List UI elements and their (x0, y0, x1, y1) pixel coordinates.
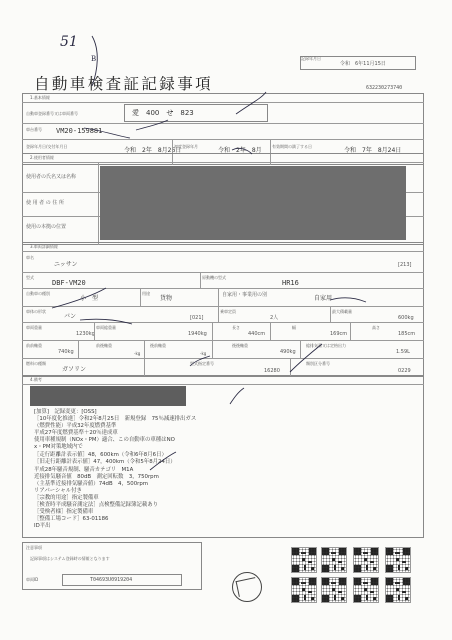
width-value: 169cm (330, 331, 348, 337)
document-number: 632230273740 (366, 85, 403, 91)
registration-number-label: 自動車登録番号又は車両番号 (26, 111, 78, 116)
height-value: 185cm (398, 331, 416, 337)
model-label: 型式 (26, 275, 34, 280)
record-date-value: 令和 6年11月15日 (340, 61, 386, 67)
width-label: 幅 (292, 325, 296, 330)
front-front-axle-value: 740kg (58, 349, 74, 355)
rear-front-axle-value: -kg (200, 351, 207, 356)
rear-rear-axle-label: 後後軸重 (232, 343, 248, 348)
vehicle-weight-label: 車両重量 (26, 325, 42, 330)
pen-stroke (232, 148, 252, 154)
remark-line: ［宗教的用途］指定製備車 (34, 495, 99, 501)
make-label: 車名 (26, 255, 34, 260)
registration-number-value: 愛 400 せ 823 (132, 109, 194, 117)
private-business-value: 自家用 (314, 295, 333, 302)
category-number-value: 0229 (398, 368, 411, 374)
qr-code-5 (292, 578, 316, 602)
max-load-value: 600kg (398, 315, 414, 321)
max-load-label: 最大積載量 (332, 309, 352, 314)
remark-line: ［10年度化推進］令和2年8月25日 新規登録 75％減速排出ガス (34, 416, 197, 422)
remark-line: （燃費性能）平成32年度燃費基準 (34, 423, 117, 429)
qr-code-6 (322, 578, 346, 602)
pen-stroke (190, 356, 210, 366)
basic-info-heading: 1.基本情報 (30, 95, 50, 100)
notice-heading: 注意事項 (26, 545, 42, 550)
height-label: 高さ (372, 325, 380, 330)
front-front-axle-label: 前前軸重 (26, 343, 42, 348)
fuel-type-value: ガソリン (62, 366, 87, 373)
category-number-label: 類別区分番号 (306, 361, 330, 366)
vehicle-weight-value: 1230kg (76, 331, 95, 337)
displacement-value: 1.59L (396, 349, 410, 355)
pen-stroke (80, 319, 132, 324)
remark-line: 平成28年騒音規制、騒音カテゴリ M1A (34, 467, 134, 473)
type-designation-label: 型式指定番号 (190, 361, 214, 366)
notice-text: 記録事項はシステム登録時の情報となります (30, 556, 110, 561)
vehicle-id-value: T04693U0919204 (90, 577, 133, 583)
pen-stroke (330, 298, 366, 302)
expiry-date-value: 令和 7年 8月24日 (344, 147, 402, 154)
use-label: 用途 (142, 291, 150, 296)
pen-stroke (230, 388, 244, 404)
document-title: 自動車検査証記録事項 (34, 75, 214, 93)
capacity-value: 2人 (270, 315, 279, 321)
rear-front-axle-label: 後前軸重 (150, 343, 166, 348)
engine-value: HR16 (282, 279, 299, 287)
capacity-label: 乗車定員 (220, 309, 236, 314)
length-value: 440cm (248, 331, 266, 337)
remark-line: 使用車種規制（NOx・PM）適合、この自動車の車種はNO (34, 437, 175, 443)
private-business-label: 自家用・事業用の別 (222, 292, 268, 298)
registration-date-label: 登録年月日/交付年月日 (26, 144, 68, 149)
first-registration-value: 令和 2年 8月 (218, 147, 262, 154)
remark-line: 平成27年度燃費基準＋20％達成車 (34, 430, 118, 436)
body-shape-label: 車体の形状 (26, 309, 46, 314)
make-code: [213] (398, 262, 412, 268)
type-designation-value: 16280 (264, 368, 280, 374)
qr-code-8 (386, 578, 410, 602)
vehicle-kind-value: 小 型 (80, 295, 99, 302)
qr-code-7 (354, 578, 378, 602)
inspection-stamp (232, 572, 262, 602)
remark-line: 近接排気騒音値 80dB 測定回転数 3，750rpm (34, 474, 159, 480)
front-rear-axle-label: 前後軸重 (96, 343, 112, 348)
pen-stroke (52, 288, 106, 308)
remark-line: ［受検者様］指定製備車 (34, 509, 94, 515)
vehicle-kind-label: 自動車の種別 (26, 291, 50, 296)
gross-weight-value: 1940kg (188, 331, 207, 337)
remark-line: （主基準近接排気騒音値）74dB 4，500rpm (34, 481, 149, 487)
front-rear-axle-value: -kg (134, 351, 141, 356)
vehicle-id-label: 車両ID (26, 577, 39, 582)
remark-line: ［検査時平成騒音測定法］点検整備記録簿記載あり (34, 502, 158, 508)
fuel-type-label: 燃料の種類 (26, 361, 46, 366)
pen-stroke (84, 128, 130, 138)
body-shape-value: バン (64, 313, 77, 320)
pen-stroke (236, 92, 266, 114)
qr-code-3 (354, 548, 378, 572)
pen-stroke (136, 120, 168, 130)
gross-weight-label: 車両総重量 (96, 325, 116, 330)
remark-line: [加算] 記録変更：[OSS] (34, 409, 97, 415)
rear-rear-axle-value: 490kg (280, 349, 296, 355)
length-label: 長さ (232, 325, 240, 330)
engine-label: 原動機の型式 (202, 275, 226, 280)
registration-date-value: 令和 2年 8月26日 (124, 147, 182, 154)
pen-stroke (92, 36, 97, 86)
remark-line: ［整備工場コード］63-01186 (34, 516, 109, 522)
remark-line: ［旧走行距離計表示値］47，400km（令和5年8月24日） (34, 459, 176, 465)
handwritten-page-number: 51 (60, 34, 78, 50)
qr-code-1 (292, 548, 316, 572)
remarks-heading: 4.備考 (30, 377, 42, 382)
qr-code-2 (322, 548, 346, 572)
model-value: DBF-VM20 (52, 279, 86, 287)
remark-line: リアパーシャル付き (34, 488, 82, 494)
remark-line: ［走行距離計表示値］48，600km（令和6年8月6日） (34, 452, 167, 458)
pen-stroke (150, 452, 176, 470)
record-date-label: 記録年月日 (301, 56, 321, 61)
vehicle-detail-heading: 3.車両詳細情報 (30, 244, 58, 249)
use-value: 貨物 (160, 295, 173, 302)
remark-line: x・PM対策地域内で (34, 444, 83, 450)
handwritten-letter: B (91, 55, 97, 63)
remark-line: ID平出 (34, 523, 51, 529)
chassis-number-value: VM20-159881 (56, 127, 103, 135)
body-shape-code: [021] (190, 315, 204, 321)
user-name-label: 使用者の氏名又は名称 (26, 174, 77, 180)
make-value: ニッサン (54, 261, 78, 268)
qr-code-4 (386, 548, 410, 572)
pen-stroke (290, 344, 322, 372)
expiry-date-label: 有効期間の満了する日 (272, 144, 312, 149)
user-info-heading: 2.使用者情報 (30, 155, 54, 160)
user-address-label: 使 用 者 の 住 所 (26, 200, 64, 206)
base-location-label: 使用の本拠の位置 (26, 224, 67, 230)
displacement-label: 総排気量又は定格出力 (306, 343, 346, 348)
chassis-number-label: 車台番号 (26, 127, 42, 132)
first-registration-label: 初度登録年月 (174, 144, 198, 149)
